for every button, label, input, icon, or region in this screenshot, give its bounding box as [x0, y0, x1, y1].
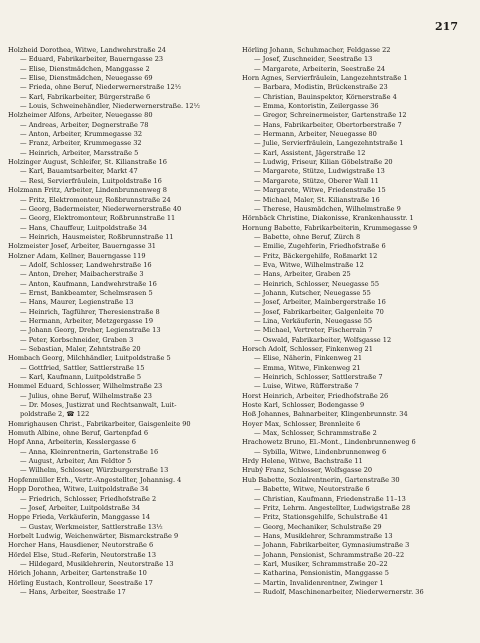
directory-entry: — Karl, Assistent, Jägerstraße 12	[254, 148, 366, 157]
directory-entry: Horst Heinrich, Arbeiter, Friedhofstraße 26	[242, 391, 389, 400]
directory-entry: — Katharina, Pensionistin, Manggasse 5	[254, 569, 389, 578]
directory-entry: — Karl, Kaufmann, Luitpoldstraße 5	[20, 373, 142, 382]
directory-entry: — Andreas, Arbeiter, Degnerstraße 78	[20, 120, 149, 129]
directory-entry: — Anton, Kaufmann, Landwehrstraße 16	[20, 279, 157, 288]
directory-entry: Holzner Adam, Kellner, Bauerngasse 119	[8, 251, 146, 260]
directory-entry: — Elise, Näherin, Finkenweg 21	[254, 354, 363, 363]
directory-entry: — Hans, Musiklehrer, Schrammstraße 13	[254, 531, 393, 540]
directory-entry: Hrachowetz Bruno, El.-Mont., Lindenbrunnenweg 6	[242, 438, 416, 447]
directory-entry: — Hans, Maurer, Legienstraße 13	[20, 298, 134, 307]
directory-entry: — Johann, Kutscher, Neuegasse 55	[254, 288, 371, 297]
directory-entry: Horbelt Ludwig, Weichenwärter, Bismarckstraße 9	[8, 531, 179, 540]
directory-entry: Holzheid Dorothea, Witwe, Landwehrstraße 24	[8, 46, 166, 54]
directory-entry: Hrubý Franz, Schlosser, Wolfsgasse 20	[242, 466, 373, 475]
directory-entry: — Georg, Mechaniker, Schulstraße 29	[254, 522, 382, 531]
directory-entry: — Gustav, Werkmeister, Sattlerstraße 13½	[20, 522, 163, 531]
directory-entry: Horn Agnes, Servierfräulein, Langezehntstraße 1	[242, 74, 408, 83]
directory-entry: — Johann, Fabrikarbeiter, Gymnasiumstraße 3	[254, 541, 410, 550]
directory-entry: — Heinrich, Schlosser, Sattlerstraße 7	[254, 373, 383, 382]
directory-entry: — Emma, Kontoristin, Zeilergasse 36	[254, 102, 379, 111]
directory-entry: Hornung Babette, Fabrikarbeiterin, Krummegasse 9	[242, 223, 418, 232]
directory-entry: Hörling Johann, Schuhmacher, Feldgasse 22	[242, 46, 391, 54]
directory-entry: — Oswald, Fabrikarbeiter, Wolfsgasse 12	[254, 335, 392, 344]
directory-entry: Hrdy Helene, Witwe, Bachstraße 11	[242, 457, 363, 466]
directory-entry: — Therese, Hausmädchen, Wilhelmstraße 9	[254, 204, 401, 213]
directory-entry: Horsch Adolf, Schlosser, Finkenweg 21	[242, 345, 373, 353]
directory-entry: — August, Arbeiter, Am Feldtor 5	[20, 457, 132, 466]
directory-entry: — Johann, Pensionist, Schrammstraße 20–22	[254, 550, 405, 559]
directory-entry: — Anton, Dreher, Maibacherstraße 3	[20, 270, 144, 279]
directory-columns	[8, 46, 470, 597]
directory-entry: — Ludwig, Friseur, Kilian Göbelstraße 20	[254, 158, 393, 167]
left-column	[8, 46, 236, 597]
directory-entry: — Hans, Arbeiter, Seestraße 17	[20, 587, 126, 596]
right-column	[242, 46, 470, 597]
directory-entry: Hoste Karl, Schlosser, Bodengasse 9	[242, 401, 365, 410]
directory-entry: — Gregor, Schreinermeister, Gartenstraße 12	[254, 111, 407, 120]
directory-entry: — Hermann, Arbeiter, Metzgergasse 19	[20, 316, 154, 325]
directory-entry: — Josef, Arbeiter, Mainbergerstraße 16	[254, 298, 386, 307]
directory-entry: — Anna, Kleinrentnerin, Gartenstraße 16	[20, 447, 159, 456]
directory-entry: — Max, Schlosser, Schrammstraße 2	[254, 429, 377, 438]
directory-entry: — Margarete, Stütze, Ludwigstraße 13	[254, 167, 385, 176]
directory-entry: — Sybilla, Witwe, Lindenbrunnenweg 6	[254, 447, 387, 456]
directory-entry: Hub Babette, Sozialrentnerin, Gartenstraße 30	[242, 475, 400, 484]
directory-entry: — Fritz, Lehrm. Angestellter, Ludwigstraße 28	[254, 503, 411, 512]
directory-entry: — Emma, Witwe, Finkenweg 21	[254, 363, 361, 372]
directory-entry: — Josef, Fabrikarbeiter, Galgenleite 70	[254, 307, 384, 316]
directory-entry: — Eva, Witwe, Wilhelmstraße 12	[254, 260, 364, 269]
directory-entry: — Karl, Bauamtsarbeiter, Markt 47	[20, 167, 138, 176]
directory-entry: poldstraße 2, ☎ 122	[20, 410, 90, 419]
directory-entry: — Anton, Arbeiter, Krummegasse 32	[20, 130, 143, 139]
directory-entry: — Louis, Schweinehändler, Niederwernerstraße. 12½	[20, 102, 200, 111]
directory-entry: — Frieda, ohne Beruf, Niederwernerstraße 12½	[20, 83, 182, 92]
directory-entry: Holzheimer Alfons, Arbeiter, Neuegasse 80	[8, 111, 153, 120]
directory-entry: — Adolf, Schlosser, Landwehrstraße 16	[20, 260, 152, 269]
directory-entry: — Julius, ohne Beruf, Wilhelmstraße 23	[20, 391, 152, 400]
directory-entry: Hombach Georg, Milchhändler, Luitpoldstraße 5	[8, 354, 171, 363]
directory-entry: — Christian, Kaufmann, Friedenstraße 11–13	[254, 494, 406, 503]
directory-entry: — Michael, Vertreter, Fischerrain 7	[254, 326, 373, 335]
directory-entry: — Hermann, Arbeiter, Neuegasse 80	[254, 130, 377, 139]
directory-entry: — Christian, Bauinspektor, Körnerstraße 4	[254, 92, 397, 101]
directory-entry: — Hans, Arbeiter, Graben 25	[254, 270, 351, 279]
directory-entry: — Luise, Witwe, Rüfferstraße 7	[254, 382, 359, 391]
directory-entry: — Fritz, Elektromonteur, Roßbrunnstraße 24	[20, 195, 171, 204]
directory-entry: — Babette, Witwe, Neutorstraße 6	[254, 485, 370, 494]
directory-entry: Hörich Johann, Arbeiter, Gartenstraße 10	[8, 569, 147, 578]
directory-entry: Hoyer Max, Schlosser, Brennleite 6	[242, 419, 361, 428]
directory-entry: — Julie, Servierfräulein, Langezehntstraße 1	[254, 139, 404, 148]
directory-entry: Horcher Hans, Hausdiener, Neutorstraße 6	[8, 541, 154, 550]
directory-entry: — Margarete, Witwe, Friedenstraße 15	[254, 186, 386, 195]
directory-entry: — Karl, Fabrikarbeiter, Bürgerstraße 6	[20, 92, 151, 101]
directory-entry: — Fritz, Bäckergehilfe, Roßmarkt 12	[254, 251, 378, 260]
directory-entry: — Josef, Arbeiter, Luitpoldstraße 34	[20, 503, 141, 512]
directory-entry: — Margarete, Stütze, Oberer Wall 11	[254, 176, 379, 185]
directory-entry: — Hans, Fabrikarbeiter, Obertorberstraße 7	[254, 120, 402, 129]
directory-entry: — Elise, Dienstmädchen, Neuegasse 69	[20, 74, 153, 83]
directory-entry: Hopf Anna, Arbeiterin, Kesslergasse 6	[8, 438, 136, 447]
directory-entry: — Georg, Elektromonteur, Roßbrunnstraße 11	[20, 214, 176, 223]
directory-entry: — Babette, ohne Beruf, Zürch 8	[254, 232, 361, 241]
directory-entry: Hörnbäck Christine, Diakonisse, Krankenhausstr. 1	[242, 214, 414, 223]
directory-entry: Hoppe Frieda, Verkäuferin, Manggasse 14	[8, 513, 151, 522]
directory-entry: — Johann Georg, Dreher, Legienstraße 13	[20, 326, 161, 335]
directory-entry: Holzmann Fritz, Arbeiter, Lindenbrunnenweg 8	[8, 186, 167, 195]
directory-entry: Hörling Eustach, Kontrolleur, Seestraße 17	[8, 578, 153, 587]
directory-entry: — Barbara, Modistin, Brückenstraße 23	[254, 83, 388, 92]
directory-entry: — Heinrich, Hausmeister, Roßbrunnstraße 11	[20, 232, 174, 241]
directory-entry: — Franz, Arbeiter, Krummegasse 32	[20, 139, 142, 148]
directory-entry: Hördel Else, Stud.-Referin, Neutorstraße 13	[8, 550, 157, 559]
directory-entry: — Eduard, Fabrikarbeiter, Bauerngasse 23	[20, 55, 164, 64]
directory-entry: Holzinger August, Schleifer, St. Kilianstraße 16	[8, 158, 167, 167]
directory-entry: — Resi, Servierfräulein, Luitpoldstraße 16	[20, 176, 162, 185]
directory-entry: — Lina, Verkäuferin, Neuegasse 55	[254, 316, 373, 325]
directory-entry: Hopp Dorothea, Witwe, Luitpoldstraße 34	[8, 485, 149, 494]
directory-entry: — Gottfried, Sattler, Sattlerstraße 15	[20, 363, 145, 372]
directory-entry: — Hans, Chauffeur, Luitpoldstraße 34	[20, 223, 147, 232]
directory-entry: — Hildegard, Musiklehrerin, Neutorstraße 13	[20, 559, 174, 568]
directory-entry: Hopfenmüller Erh., Vertr.-Angestellter, Johannisg. 4	[8, 475, 182, 484]
directory-entry: — Margarete, Arbeiterin, Seestraße 24	[254, 64, 386, 73]
directory-entry: Homuth Albine, ohne Beruf, Gartenpfad 6	[8, 429, 149, 438]
directory-entry: — Peter, Korbschneider, Graben 3	[20, 335, 134, 344]
directory-entry: — Friedrich, Schlosser, Friedhofstraße 2	[20, 494, 157, 503]
directory-entry: — Heinrich, Arbeiter, Marsstraße 5	[20, 148, 139, 157]
directory-entry: — Martin, Invalidenrentner, Zwinger 1	[254, 578, 384, 587]
directory-entry: Homrighausen Christ., Fabrikarbeiter, Gaisgenleite 90	[8, 419, 191, 428]
directory-entry: — Rudolf, Maschinenarbeiter, Niederwernerstr. 36	[254, 587, 424, 596]
directory-entry: Hommel Eduard, Schlosser, Wilhelmstraße 23	[8, 382, 163, 391]
directory-entry: — Elise, Dienstmädchen, Manggasse 2	[20, 64, 150, 73]
directory-entry: Holzmeister Josef, Arbeiter, Bauerngasse 31	[8, 242, 156, 251]
directory-entry: — Dr. Moses, Justizrat und Rechtsanwalt, Luit-	[20, 401, 177, 410]
directory-entry: — Michael, Maler, St. Kilianstraße 16	[254, 195, 380, 204]
directory-entry: — Emilie, Zugehferin, Friedhofstraße 6	[254, 242, 386, 251]
page-number: 217	[435, 20, 458, 33]
directory-entry: — Georg, Badermeister, Niederwernerstraße 40	[20, 204, 182, 213]
directory-entry: — Heinrich, Schlosser, Neuegasse 55	[254, 279, 380, 288]
directory-entry: — Ernst, Bankbeamter, Schelmsrasen 5	[20, 288, 153, 297]
directory-entry: — Josef, Zuschneider, Seestraße 13	[254, 55, 373, 64]
directory-entry: — Fritz, Stationsgehilfe, Schulstraße 41	[254, 513, 389, 522]
directory-entry: — Sebastian, Maler, Zehntstraße 20	[20, 345, 141, 353]
directory-entry: Hoß Johannes, Bahnarbeiter, Klingenbrunnstr. 34	[242, 410, 408, 419]
directory-entry: — Wilhelm, Schlosser, Würzburgerstraße 13	[20, 466, 169, 475]
directory-entry: — Heinrich, Tagführer, Theresienstraße 8	[20, 307, 160, 316]
directory-entry: — Karl, Musiker, Schrammstraße 20–22	[254, 559, 388, 568]
